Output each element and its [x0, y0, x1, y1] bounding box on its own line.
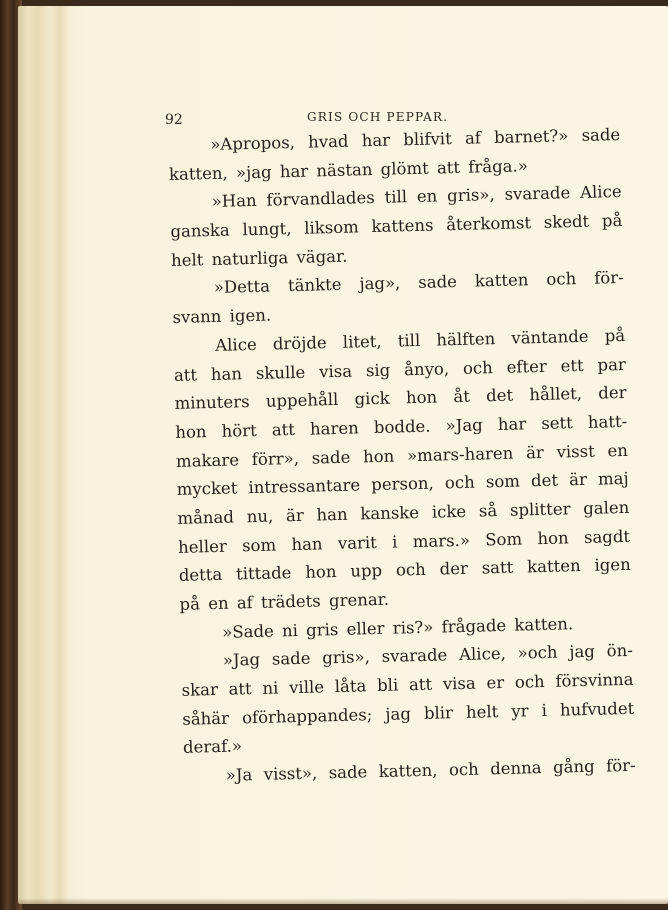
text-line: minuters uppehåll gick hon åt det hållet, der	[174, 383, 627, 414]
text-line: »Detta tänkte jag», sade katten och för-	[213, 268, 624, 298]
text-line: heller som han varit i mars.» Som hon sagdt	[177, 526, 631, 557]
text-line: »Sade ni gris eller ris?» frågade katten.	[222, 613, 574, 642]
text-line: »Jag sade gris», svarade Alice, »och jag ön-	[222, 641, 634, 671]
text-line: hon hört att haren bodde. »Jag har sett hatt-	[175, 411, 628, 442]
text-line: skar att ni ville låta bli att visa er och försvinna	[181, 669, 634, 700]
text-line: helt naturliga vägar.	[170, 246, 348, 270]
text-line: makare förr», sade hon »mars-haren är visst en	[175, 440, 629, 471]
page-number: 92	[165, 112, 183, 128]
text-line: »Han förvandlades till en gris», svarade Alice	[211, 182, 622, 212]
text-line: deraf.»	[182, 736, 243, 758]
text-line: svann igen.	[172, 305, 272, 328]
text-line: på en af trädets grenar.	[179, 589, 390, 614]
text-line: ganska lungt, liksom kattens återkomst skedt på	[170, 210, 623, 242]
text-line: »Apropos, hvad har blifvit af barnet?» sade	[210, 124, 621, 154]
text-line: Alice dröjde litet, till hälften väntande på	[214, 325, 626, 355]
body-text	[168, 121, 636, 792]
text-line: såhär oförhappandes; jag blir helt yr i hufvudet	[182, 698, 635, 729]
text-line: »Ja visst», sade katten, och denna gång för-	[225, 755, 636, 785]
text-line: detta tittade hon upp och der satt katten igen	[178, 555, 631, 586]
text-line: att han skulle visa sig ånyo, och efter ett par	[173, 354, 627, 385]
chapter-title: GRIS OCH PEPPAR.	[307, 110, 449, 124]
text-line: katten, »jag har nästan glömt att fråga.»	[168, 155, 529, 184]
text-line: mycket intressantare person, och som det är maj	[176, 469, 629, 500]
text-line: månad nu, är han kanske icke så splitter galen	[177, 497, 630, 528]
